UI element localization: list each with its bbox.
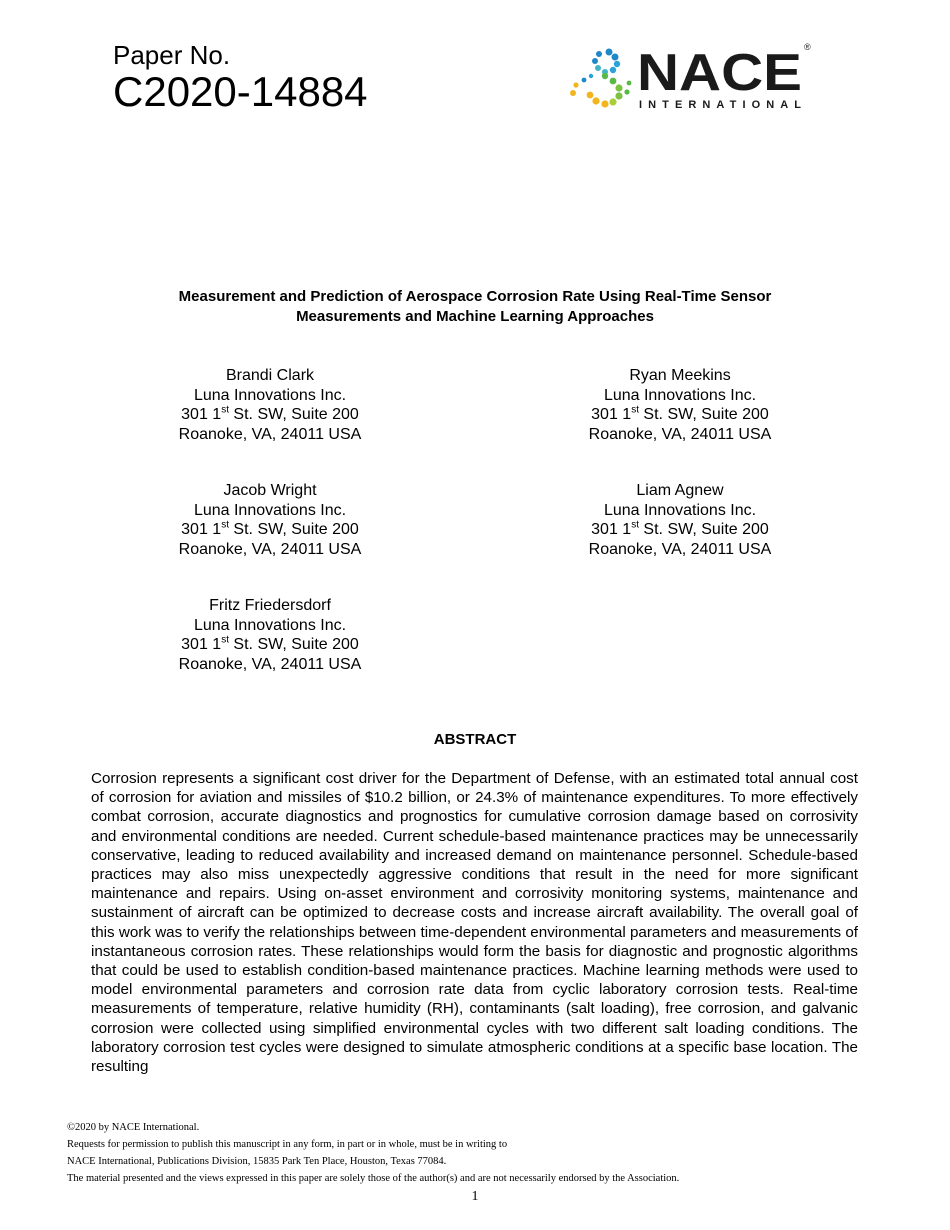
author-name: Fritz Friedersdorf xyxy=(209,597,331,614)
author-block xyxy=(530,366,830,444)
footer-permission: Requests for permission to publish this manuscript in any form, in part or in whole, must be in writing to xyxy=(67,1139,508,1150)
paper-label: Paper No. xyxy=(113,40,231,70)
author-block xyxy=(530,481,830,559)
registered-mark: ® xyxy=(804,42,811,52)
author-address: 301 1st St. SW, Suite 200 xyxy=(591,519,769,538)
author-org: Luna Innovations Inc. xyxy=(193,616,347,634)
author-name: Brandi Clark xyxy=(225,367,315,384)
author-block xyxy=(120,596,420,674)
author-address: 301 1st St. SW, Suite 200 xyxy=(591,404,769,423)
title-line-1: Measurement and Prediction of Aerospace Corrosion Rate Using Real-Time Sensor xyxy=(178,288,772,305)
author-city: Roanoke, VA, 24011 USA xyxy=(178,655,362,673)
author-name: Jacob Wright xyxy=(223,482,317,499)
title-line-2: Measurements and Machine Learning Approaches xyxy=(296,308,654,325)
author-org: Luna Innovations Inc. xyxy=(193,386,347,404)
paper-number-block xyxy=(113,40,368,114)
nace-logo xyxy=(565,40,815,114)
copyright-footer xyxy=(67,1119,927,1187)
author-city: Roanoke, VA, 24011 USA xyxy=(588,425,772,443)
paper-number: C2020-14884 xyxy=(113,68,368,115)
abstract-text: Corrosion represents a significant cost driver for the Department of Defense, with an estimated total annual cost of corrosion for aviation and missiles of $10.2 billion, or 24.3% of maintenance expenditures. To more effectively combat corrosion, accurate diagnostics and prognostics for cumulative corrosion damage based on corrosivity and environmental conditions are needed. Current schedule-based maintenance practices may be unnecessarily conservative, leading to reduced availability and increased demand on maintenance personnel. Schedule-based practices may also miss unexpectedly aggressive conditions that result in the need for more significant maintenance and repairs. Using on-asset environment and corrosivity monitoring systems, maintenance and sustainment of aircraft can be optimized to decrease costs and increase aircraft availability. The overall goal of this work was to verify the relationships between time-dependent environmental parameters and measurements of instantaneous corrosion rates. These relationships would form the basis for diagnostic and prognostic algorithms that could be used to establish condition-based maintenance practices. Machine learning methods were used to model environmental parameters and corrosion rate data from cyclic laboratory corrosion tests. Real-time measurements of temperature, relative humidity (RH), contaminants (salt loading), free corrosion, and galvanic corrosion were collected using simplified environmental cycles with two different salt loading conditions. The laboratory corrosion test cycles were designed to simulate atmospheric conditions at a specific base location. The resulting xyxy=(91,770,858,1076)
author-address: 301 1st St. SW, Suite 200 xyxy=(181,404,359,423)
logo-name: NACE xyxy=(637,44,802,102)
author-city: Roanoke, VA, 24011 USA xyxy=(178,540,362,558)
author-org: Luna Innovations Inc. xyxy=(603,386,757,404)
author-block xyxy=(120,366,420,444)
author-city: Roanoke, VA, 24011 USA xyxy=(588,540,772,558)
author-org: Luna Innovations Inc. xyxy=(193,501,347,519)
paper-title xyxy=(100,287,850,327)
author-address: 301 1st St. SW, Suite 200 xyxy=(181,519,359,538)
author-org: Luna Innovations Inc. xyxy=(603,501,757,519)
author-name: Ryan Meekins xyxy=(629,367,731,384)
author-block xyxy=(120,481,420,559)
footer-disclaimer: The material presented and the views expressed in this paper are solely those of the author(s) and are not necessarily endorsed by the Association. xyxy=(67,1173,680,1184)
logo-subtitle: INTERNATIONAL xyxy=(639,99,801,111)
abstract-heading: ABSTRACT xyxy=(433,731,517,748)
footer-copyright: ©2020 by NACE International. xyxy=(67,1122,200,1133)
page-number: 1 xyxy=(471,1189,479,1204)
author-address: 301 1st St. SW, Suite 200 xyxy=(181,634,359,653)
nace-dots-logo-icon xyxy=(565,40,815,114)
author-city: Roanoke, VA, 24011 USA xyxy=(178,425,362,443)
author-name: Liam Agnew xyxy=(636,482,724,499)
footer-address: NACE International, Publications Division, 15835 Park Ten Place, Houston, Texas 77084. xyxy=(67,1156,447,1167)
